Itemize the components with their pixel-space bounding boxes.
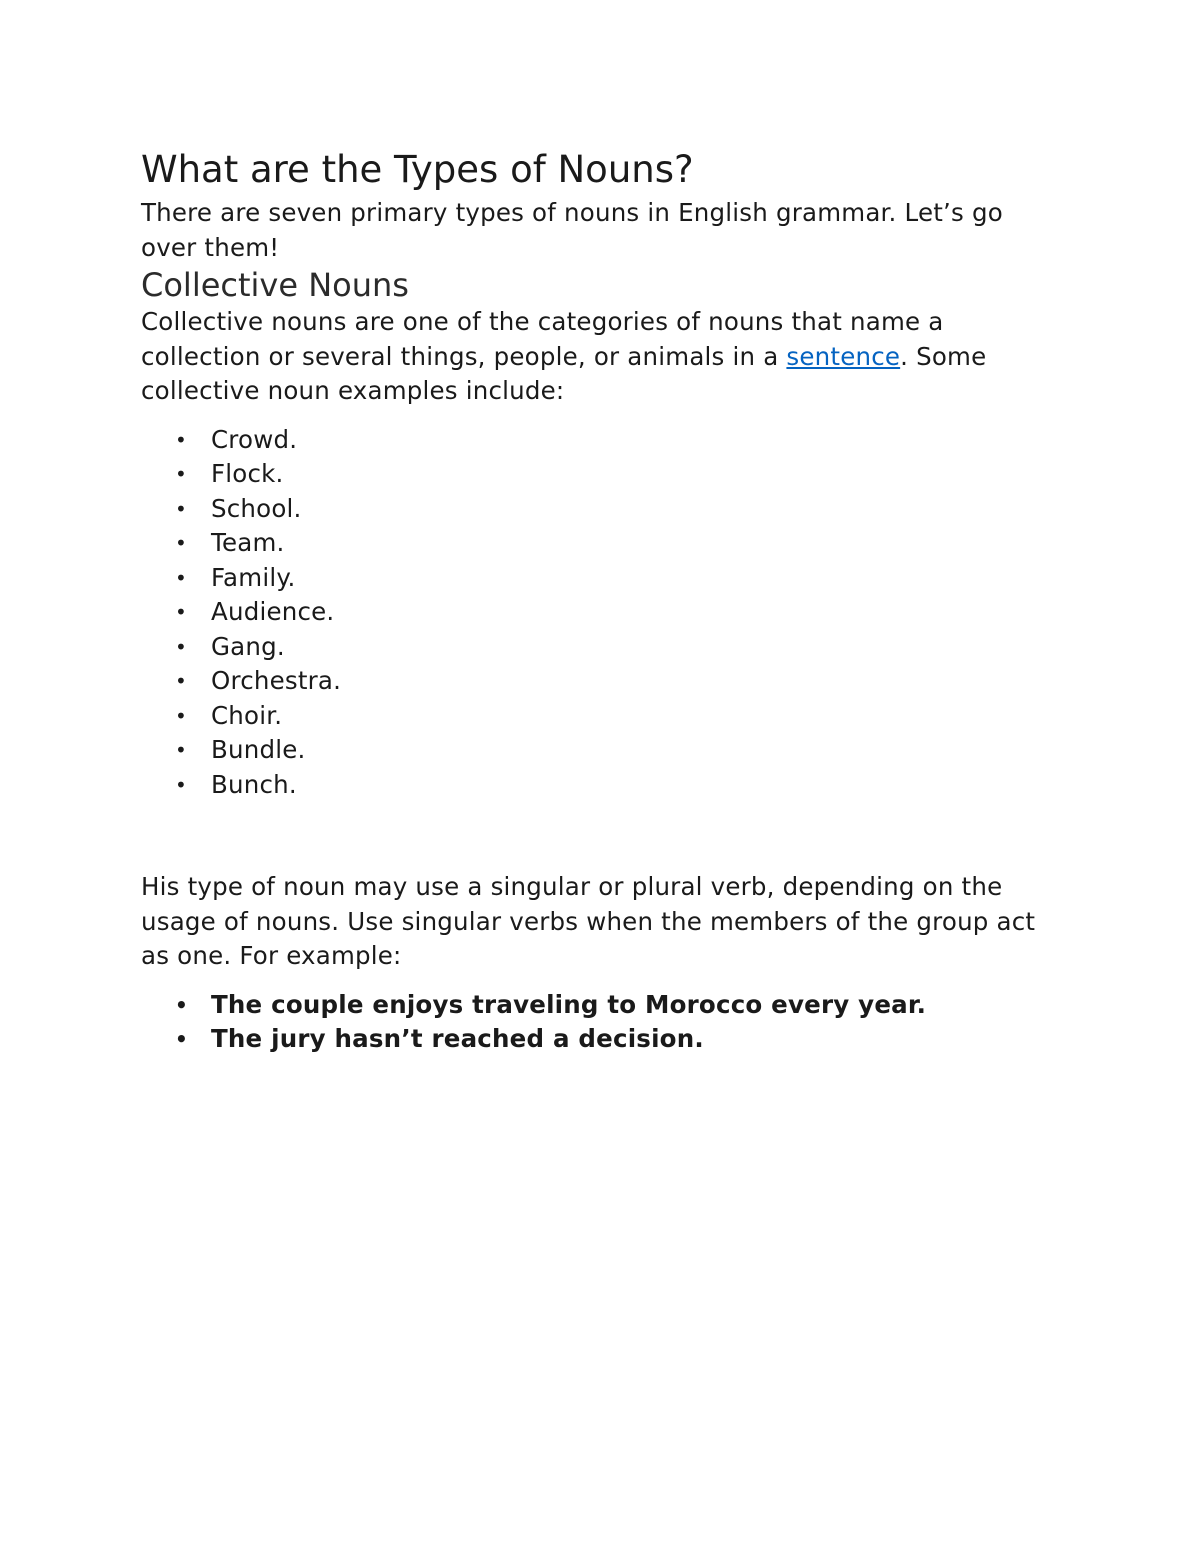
list-item — [141, 526, 1061, 561]
bullet-icon: • — [175, 531, 187, 555]
bullet-icon: • — [175, 669, 187, 693]
bullet-icon: • — [175, 427, 187, 452]
list-item-text: Team. — [211, 528, 285, 557]
section-heading: Collective Nouns — [141, 266, 409, 304]
document-page — [141, 146, 1061, 1057]
list-item — [141, 1022, 1061, 1057]
bullet-icon: • — [175, 462, 187, 486]
list-item — [141, 630, 1061, 665]
list-item-text: Flock. — [211, 459, 284, 488]
list-item-text: Bundle. — [211, 735, 306, 764]
sentence-link[interactable]: sentence — [786, 341, 901, 371]
collective-definition-paragraph — [141, 305, 1061, 409]
examples-list — [141, 423, 1061, 803]
list-item-text: Family. — [211, 562, 296, 592]
list-item-text: Crowd. — [211, 424, 298, 454]
list-item — [141, 768, 1061, 803]
bullet-icon: • — [175, 738, 187, 762]
bullet-icon: • — [175, 565, 187, 590]
list-item — [141, 457, 1061, 492]
list-item-text: Orchestra. — [211, 666, 342, 695]
page-title: What are the Types of Nouns? — [141, 148, 694, 191]
list-item — [141, 733, 1061, 768]
bullet-icon: • — [175, 703, 187, 728]
list-item — [141, 492, 1061, 527]
bullet-icon: • — [175, 772, 187, 797]
definition-text-end: . Some collective noun examples include: — [141, 341, 987, 405]
list-item-text: The jury hasn’t reached a decision. — [211, 1024, 704, 1053]
example-sentences-list — [141, 988, 1061, 1057]
intro-paragraph: There are seven primary types of nouns in English grammar. Let’s go over them! — [141, 198, 1003, 262]
list-item — [141, 561, 1061, 596]
list-item — [141, 699, 1061, 734]
bullet-icon: • — [175, 496, 187, 521]
list-item-text: Choir. — [211, 700, 283, 730]
usage-paragraph: His type of noun may use a singular or plural verb, depending on the usage of nouns. Use singular verbs when the members of the group act as one. For example: — [141, 872, 1036, 970]
bullet-icon: • — [175, 600, 187, 624]
list-item-text: The couple enjoys traveling to Morocco every year. — [211, 989, 927, 1019]
list-item — [141, 595, 1061, 630]
definition-text: Collective nouns are one of the categories of nouns that name a collection or several things, people, or animals in a — [141, 307, 944, 371]
list-item — [141, 988, 1061, 1023]
list-item-text: School. — [211, 493, 302, 523]
bullet-icon: • — [175, 1027, 188, 1051]
list-item — [141, 423, 1061, 458]
list-item — [141, 664, 1061, 699]
list-item-text: Bunch. — [211, 769, 297, 799]
list-item-text: Audience. — [211, 597, 335, 626]
list-item-text: Gang. — [211, 631, 285, 661]
bullet-icon: • — [175, 634, 187, 659]
bullet-icon: • — [175, 992, 188, 1017]
